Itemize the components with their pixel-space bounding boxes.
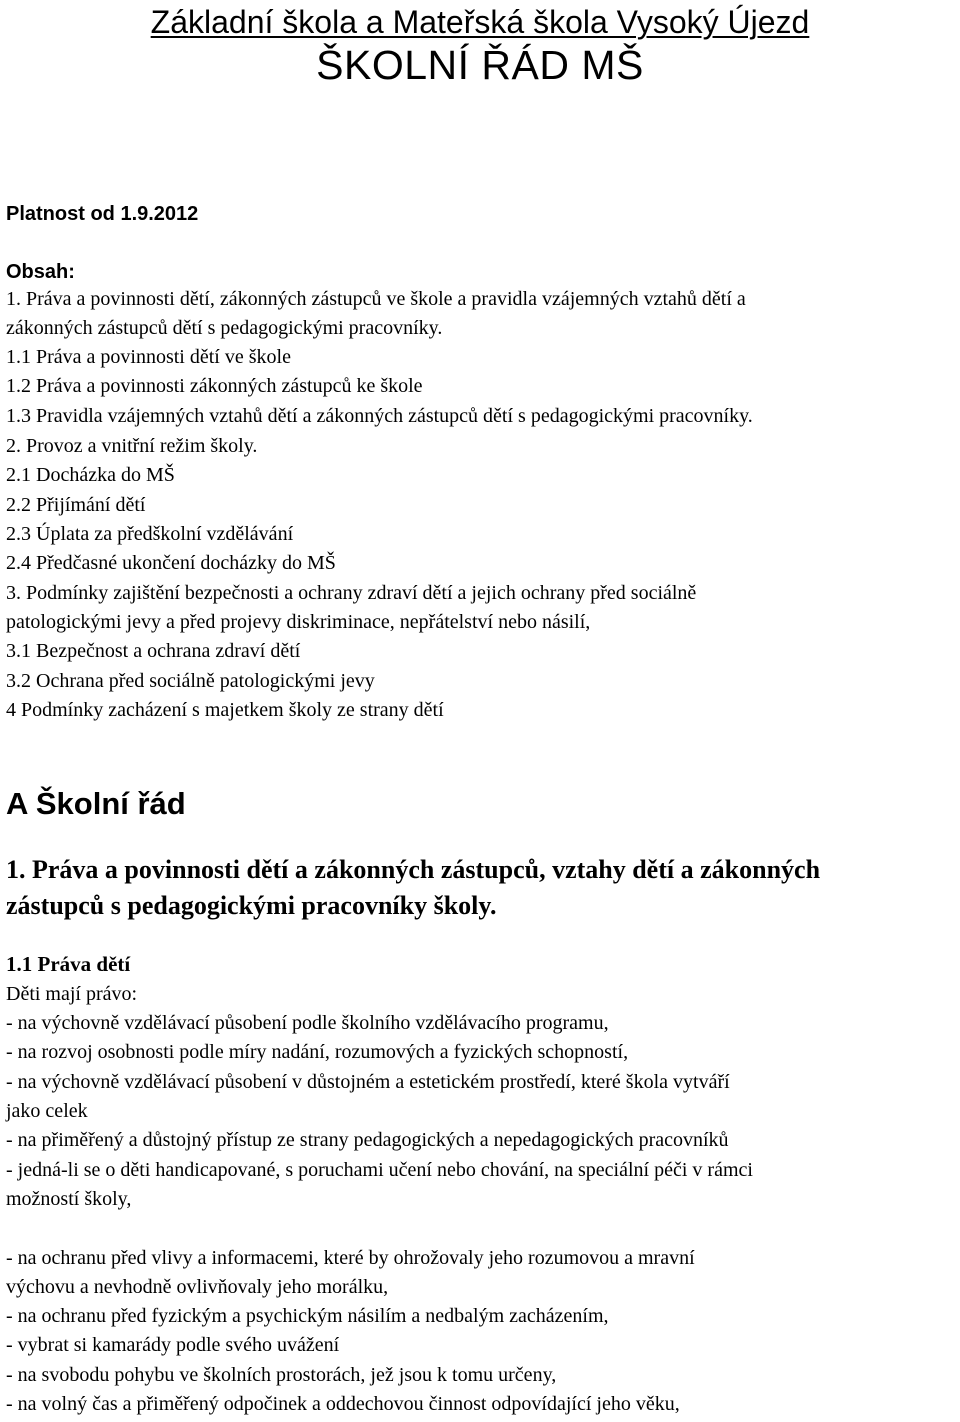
chapter-heading: 1. Práva a povinnosti dětí a zákonných zástupců, vztahy dětí a zákonných bbox=[6, 855, 821, 884]
school-name: Základní škola a Mateřská škola Vysoký Újezd bbox=[150, 4, 810, 40]
rights-item: - vybrat si kamarády podle svého uvážení bbox=[6, 1334, 340, 1356]
rights-item: - na rozvoj osobnosti podle míry nadání, rozumových a fyzických schopností, bbox=[6, 1041, 629, 1063]
rights-item: - na svobodu pohybu ve školních prostorách, jež jsou k tomu určeny, bbox=[6, 1364, 557, 1386]
contents-line: 1.3 Pravidla vzájemných vztahů dětí a zákonných zástupců dětí s pedagogickými pracovníky. bbox=[6, 405, 753, 427]
contents-line: 2. Provoz a vnitřní režim školy. bbox=[6, 435, 258, 457]
rights-item: - jedná-li se o děti handicapované, s poruchami učení nebo chování, na speciální péči v rámci bbox=[6, 1159, 753, 1181]
contents-line: 1.1 Práva a povinnosti dětí ve škole bbox=[6, 346, 291, 368]
chapter-heading: zástupců s pedagogickými pracovníky školy. bbox=[6, 891, 497, 920]
contents-line: 1.2 Práva a povinnosti zákonných zástupců ke škole bbox=[6, 375, 423, 397]
contents-line: 2.3 Úplata za předškolní vzdělávání bbox=[6, 523, 294, 545]
contents-line: 2.4 Předčasné ukončení docházky do MŠ bbox=[6, 552, 336, 574]
contents-line: 2.2 Přijímání dětí bbox=[6, 494, 146, 516]
contents-line: 1. Práva a povinnosti dětí, zákonných zástupců ve škole a pravidla vzájemných vztahů dětí a bbox=[6, 288, 746, 310]
rights-item: - na přiměřený a důstojný přístup ze strany pedagogických a nepedagogických pracovníků bbox=[6, 1129, 729, 1151]
rights-item: - na ochranu před vlivy a informacemi, které by ohrožovaly jeho rozumovou a mravní bbox=[6, 1247, 695, 1269]
rights-item: - na výchovně vzdělávací působení v důstojném a estetickém prostředí, které škola vytváří bbox=[6, 1071, 730, 1093]
contents-line: 4 Podmínky zacházení s majetkem školy ze strany dětí bbox=[6, 699, 444, 721]
contents-heading: Obsah: bbox=[6, 261, 75, 283]
document-title: ŠKOLNÍ ŘÁD MŠ bbox=[316, 42, 644, 88]
subsection-heading: 1.1 Práva dětí bbox=[6, 952, 131, 976]
contents-line: patologickými jevy a před projevy diskriminace, nepřátelství nebo násilí, bbox=[6, 611, 591, 633]
rights-item: výchovu a nevhodně ovlivňovaly jeho morálku, bbox=[6, 1276, 389, 1298]
validity-date: Platnost od 1.9.2012 bbox=[6, 203, 199, 225]
contents-line: 3.2 Ochrana před sociálně patologickými jevy bbox=[6, 670, 375, 692]
contents-line: 3.1 Bezpečnost a ochrana zdraví dětí bbox=[6, 640, 301, 662]
rights-item: - na volný čas a přiměřený odpočinek a oddechovou činnost odpovídající jeho věku, bbox=[6, 1393, 680, 1415]
rights-item: - na ochranu před fyzickým a psychickým násilím a nedbalým zacházením, bbox=[6, 1305, 609, 1327]
contents-line: 2.1 Docházka do MŠ bbox=[6, 464, 175, 486]
rights-intro: Děti mají právo: bbox=[6, 983, 138, 1005]
contents-line: 3. Podmínky zajištění bezpečnosti a ochrany zdraví dětí a jejich ochrany před sociálně bbox=[6, 582, 697, 604]
rights-item: jako celek bbox=[6, 1100, 88, 1122]
section-heading: A Školní řád bbox=[6, 786, 186, 821]
rights-item: - na výchovně vzdělávací působení podle školního vzdělávacího programu, bbox=[6, 1012, 609, 1034]
contents-line: zákonných zástupců dětí s pedagogickými pracovníky. bbox=[6, 317, 443, 339]
rights-item: možností školy, bbox=[6, 1188, 132, 1210]
